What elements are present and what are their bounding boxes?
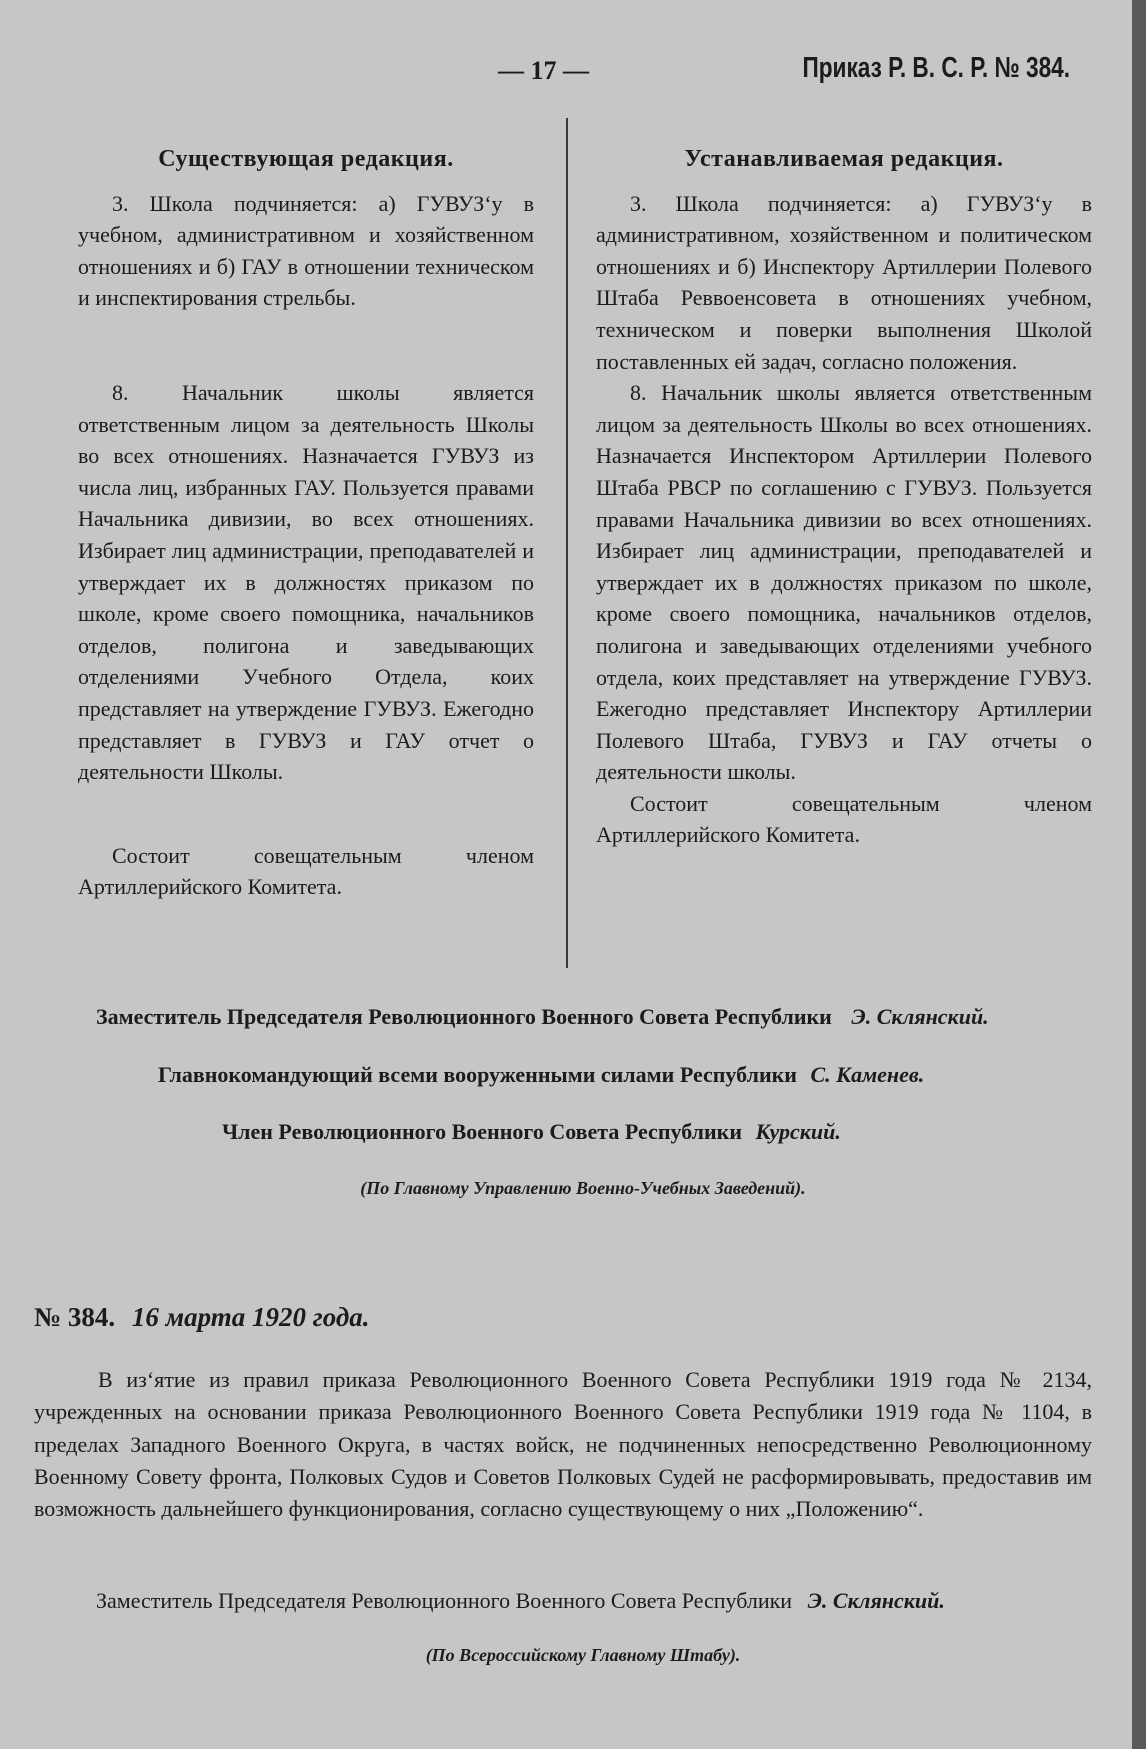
order-header bbox=[34, 1302, 370, 1333]
signatory-name: Э. Склянский. bbox=[807, 1588, 945, 1613]
signatory-name: Э. Склянский. bbox=[851, 1004, 989, 1029]
signature-line bbox=[0, 1004, 1146, 1030]
department-note: (По Всероссийскому Главному Штабу). bbox=[425, 1645, 741, 1665]
existing-edition-heading: Существующая редакция. bbox=[158, 146, 454, 172]
existing-clause-3: 3. Школа подчиняется: а) ГУВУЗ‘у в учебном, административном и хозяйственном отношениях и б) ГАУ в отношении техничеcком и инспектирования стрельбы. bbox=[78, 190, 534, 311]
new-clause-committee: Состоит совещательным членом Артиллерийского Комитета. bbox=[596, 790, 1092, 848]
new-edition-column bbox=[596, 144, 1092, 851]
signatory-title: Заместитель Председателя Революционного Военного Совета Республики bbox=[96, 1588, 793, 1613]
department-note: (По Главному Управлению Военно-Учебных Заведений). bbox=[360, 1178, 806, 1198]
order-reference: Приказ Р. В. С. Р. № 384. bbox=[802, 52, 1070, 84]
page-header bbox=[0, 52, 1100, 92]
existing-clause-committee: Состоит совещательным членом Артиллерийского Комитета. bbox=[78, 842, 534, 900]
new-clause-3: 3. Школа подчиняется: а) ГУВУЗ‘у в административном, хозяйственном и политическом отношениях и б) Инспектору Артиллерии Полевого Штаба Реввоенсовета в отношениях учебном, техническом и поверки выполнения Школой поставленных ей задач, согласно положения. bbox=[596, 190, 1092, 374]
signatory-name: Курский. bbox=[755, 1119, 841, 1144]
signatory-title: Заместитель Председателя Революционного Военного Совета Республики bbox=[96, 1004, 832, 1029]
existing-edition-column bbox=[78, 144, 534, 903]
order-number: № 384. bbox=[34, 1302, 116, 1332]
signatory-title: Главнокомандующий всеми вооруженными силами Республики bbox=[158, 1062, 797, 1087]
page-edge-shadow bbox=[1132, 0, 1146, 1749]
new-clause-8: 8. Начальник школы является ответственным лицом за деятельность Школы во всех отношениях. Назначается Инспектором Артиллерии Полевого Штаба РВСР по соглашению с ГУВУЗ. Пользуется правами Начальника дивизии во всех отношениях. Избирает лиц администрации, преподавателей и утверждает их в должностях приказом по школе, кроме своего помощника, начальников отделов, полигона и заведывающих отделениями учебного отдела, коих представляет на утверждение ГУВУЗ. Ежегодно представляет Инспектору Артиллерии Полевого Штаба, ГУВУЗ и ГАУ отчеты о деятельности школы. bbox=[596, 380, 1092, 785]
existing-clause-8: 8. Начальник школы является ответственным лицом за деятельность Школы во всех отношениях. Назначается ГУВУЗ из числа лиц, избранных ГАУ. Пользуется правами Начальника дивизии, во всех отношениях. Избирает лиц администрации, преподавателей и утверждает их в должностях приказом по школе, кроме своего помощника, начальников отделов, полигона и заведывающих отделениями Учебного Отдела, коих представляет на утверждение ГУВУЗ. Ежегодно представляет в ГУВУЗ и ГАУ отчет о деятельности Школы. bbox=[78, 379, 534, 785]
signatory-title: Член Революционного Военного Совета Республики bbox=[222, 1119, 743, 1144]
signature-line bbox=[0, 1062, 1146, 1088]
order-body: В из‘ятие из правил приказа Революционного Военного Совета Республики 1919 года № 2134, учрежденных на основании приказа Революционного Военного Совета Республики 1919 года № 1104, в пределах Западного Военного Округа, в частях войск, не подчиненных непосредственно Революционному Военному Совету фронта, Полковых Судов и Советов Полковых Судей не расформировывать, предоставив им возможность дальнейшего функционирования, согласно существующему о них „Положению“. bbox=[34, 1367, 1092, 1522]
signatory-name: С. Каменев. bbox=[810, 1062, 925, 1087]
signature-line bbox=[0, 1588, 1146, 1614]
new-edition-heading: Устанавливаемая редакция. bbox=[684, 146, 1004, 172]
page-number: — 17 — bbox=[498, 56, 589, 85]
signature-line bbox=[0, 1119, 1146, 1145]
column-divider bbox=[566, 118, 568, 968]
order-date: 16 марта 1920 года. bbox=[131, 1302, 370, 1332]
